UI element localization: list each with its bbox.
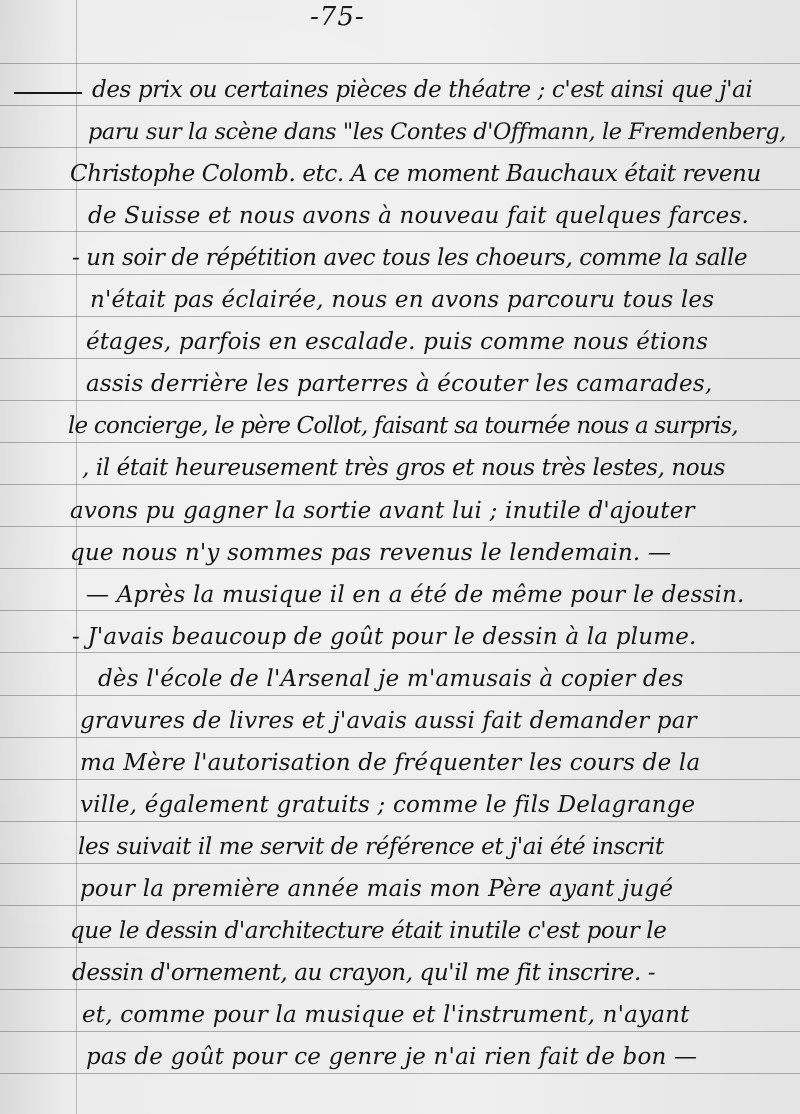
text-line: — Après la musique il en a été de même pour le dessin. xyxy=(86,582,745,608)
text-line: - J'avais beaucoup de goût pour le dessin à la plume. xyxy=(72,624,697,650)
text-line: étages, parfois en escalade. puis comme nous étions xyxy=(86,329,709,355)
page-number: -75- xyxy=(310,2,365,32)
text-line: que nous n'y sommes pas revenus le lendemain. — xyxy=(70,540,672,566)
text-line: avons pu gagner la sortie avant lui ; inutile d'ajouter xyxy=(70,498,695,524)
text-line: le concierge, le père Collot, faisant sa tournée nous a surpris, xyxy=(68,413,738,439)
text-line: des prix ou certaines pièces de théatre ; c'est ainsi que j'ai xyxy=(92,77,753,103)
text-line: ma Mère l'autorisation de fréquenter les cours de la xyxy=(80,750,701,776)
text-line: que le dessin d'architecture était inutile c'est pour le xyxy=(70,918,667,944)
text-line: , il était heureusement très gros et nous très lestes, nous xyxy=(82,455,726,481)
text-line: de Suisse et nous avons à nouveau fait quelques farces. xyxy=(88,203,749,229)
text-line: n'était pas éclairée, nous en avons parcouru tous les xyxy=(90,287,715,313)
text-line: assis derrière les parterres à écouter les camarades, xyxy=(86,371,713,397)
text-line: les suivait il me servit de référence et j'ai été inscrit xyxy=(78,834,664,860)
text-line: - un soir de répétition avec tous les choeurs, comme la salle xyxy=(72,245,748,271)
text-line: et, comme pour la musique et l'instrument, n'ayant xyxy=(82,1002,690,1028)
text-line: paru sur la scène dans "les Contes d'Offmann, le Fremdenberg, xyxy=(88,119,786,145)
text-line: dessin d'ornement, au crayon, qu'il me fit inscrire. - xyxy=(72,960,656,986)
text-line: Christophe Colomb. etc. A ce moment Bauchaux était revenu xyxy=(70,161,761,187)
text-line: pas de goût pour ce genre je n'ai rien fait de bon — xyxy=(86,1044,698,1070)
text-line: gravures de livres et j'avais aussi fait demander par xyxy=(80,708,697,734)
text-line: dès l'école de l'Arsenal je m'amusais à copier des xyxy=(98,666,684,692)
text-line: pour la première année mais mon Père ayant jugé xyxy=(80,876,674,902)
text-line: ville, également gratuits ; comme le fils Delagrange xyxy=(80,792,696,818)
